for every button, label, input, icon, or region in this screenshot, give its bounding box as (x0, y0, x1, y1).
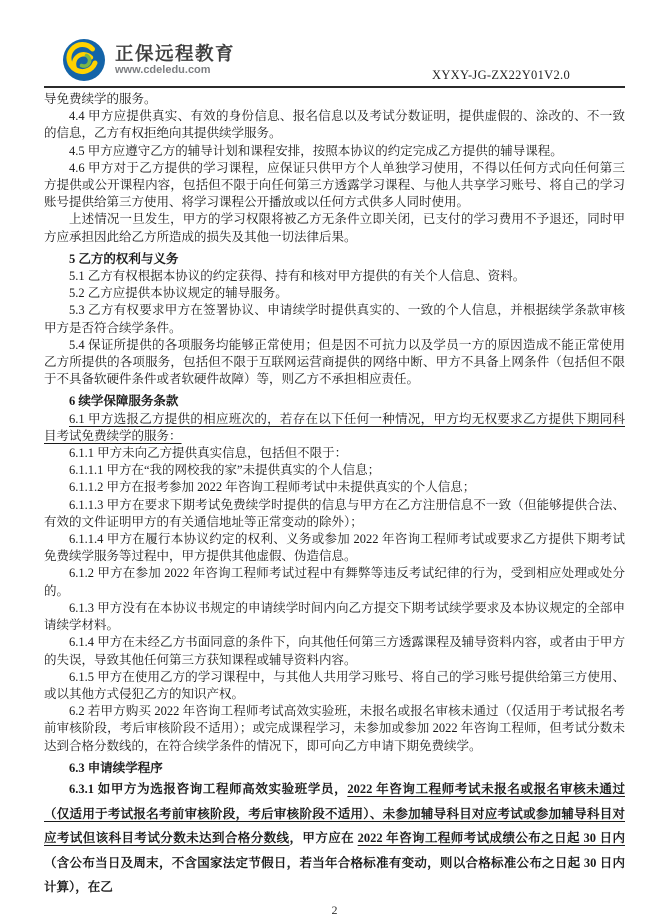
section-heading-5: 5 乙方的权利与义务 (69, 251, 179, 266)
clause-6-1-1: 6.1.1 甲方未向乙方提供真实信息，包括但不限于： (69, 446, 348, 461)
clause-4-6: 4.6 甲方对于乙方提供的学习课程，应保证只供甲方个人单独学习使用，不得以任何方式向任何第三方提供或公开课程内容，包括但不限于向任何第三方透露学习课程、与他人共享学习账号、将自己的学习账号提供给第三方使用、将学习课程公开播放或以任何方式供多人同时使用。 (44, 160, 625, 210)
clause-5-2: 5.2 乙方应提供本协议规定的辅导服务。 (69, 286, 288, 301)
clause-6-3-1-seg4: （含公布当日及周末，不含国家法定节假日，若当年合格标准有变动，则以合格标准公布之日起 30 日内计算），在乙 (44, 855, 625, 895)
clause-6-1-1-4: 6.1.1.4 甲方在履行本协议约定的权利、义务或参加 2022 年咨询工程师考试或要求乙方提供下期考试免费续学服务等过程中，甲方提供其他虚假、伪造信息。 (44, 532, 625, 564)
clause-5-3: 5.3 乙方有权要求甲方在签署协议、申请续学时提供真实的、一致的个人信息，并根据续学条款审核甲方是否符合续学条件。 (44, 303, 625, 335)
clause-6-1-2: 6.1.2 甲方在参加 2022 年咨询工程师考试过程中有舞弊等违反考试纪律的行为，受到相应处理或处分的。 (44, 566, 625, 598)
clause-6-3-1-seg2: ，甲方应在 (289, 831, 358, 846)
clause-6-3-1-seg3-underlined: 2022 年咨询工程师考试成绩公布之日起 30 日内 (357, 831, 625, 846)
cdel-logo-icon (62, 38, 106, 82)
brand-text (115, 44, 235, 77)
page-number: 2 (331, 902, 338, 917)
clause-6-1-5: 6.1.5 甲方在使用乙方的学习课程中，与其他人共用学习账号、将自己的学习账号提供给第三方使用、或以其他方式侵犯乙方的知识产权。 (44, 669, 625, 701)
clause-5-1: 5.1 乙方有权根据本协议的约定获得、持有和核对甲方提供的有关个人信息、资料。 (69, 269, 526, 284)
clause-4-6-note: 上述情况一旦发生，甲方的学习权限将被乙方无条件立即关闭，已支付的学习费用不予退还，同时甲方应承担因此给乙方所造成的损失及其他一切法律后果。 (44, 212, 625, 244)
clause-6-1-1-3: 6.1.1.3 甲方在要求下期考试免费续学时提供的信息与甲方在乙方注册信息不一致（但能够提供合法、有效的文件证明甲方的有关通信地址等正常变动的除外）； (44, 497, 625, 529)
clause-6-3-1-seg1-underlined: 2022 年咨询工程师考试未报名或报名审核未通过（仅适用于考试报名考前审核阶段，考后审核阶段不适用）、未参加辅导科目对应考试或参加辅导科目对应考试但该科目考试分数未达到合格分数线 (44, 781, 625, 846)
section-heading-6-3: 6.3 申请续学程序 (69, 760, 163, 775)
section-heading-6: 6 续学保障服务条款 (69, 394, 179, 409)
clause-4-5: 4.5 甲方应遵守乙方的辅导计划和课程安排，按照本协议的约定完成乙方提供的辅导课程。 (69, 143, 563, 158)
brand-name: 正保远程教育 (115, 42, 236, 64)
clause-6-1-3: 6.1.3 甲方没有在本协议书规定的申请续学时间内向乙方提交下期考试续学要求及本协议规定的全部申请续学材料。 (44, 600, 625, 633)
doc-code: XYXY-JG-ZX22Y01V2.0 (432, 68, 570, 82)
page-header (44, 0, 625, 88)
clause-6-3-1-seg0: 6.3.1 如甲方为选报咨询工程师高效实验班学员， (69, 781, 348, 796)
brand-url: www.cdeledu.com (115, 63, 211, 76)
clause-5-4: 5.4 保证所提供的各项服务均能够正常使用；但是因不可抗力以及学员一方的原因造成不能正常使用乙方所提供的各项服务，包括但不限于互联网运营商提供的网络中断、甲方不具备上网条件（包括但不限于不具备软硬件条件或者软硬件故障）等，则乙方不承担相应责任。 (44, 337, 625, 387)
clause-continuation: 导免费续学的服务。 (44, 92, 157, 106)
document-body (44, 88, 625, 919)
clause-6-3-1 (44, 777, 625, 900)
clause-6-2: 6.2 若甲方购买 2022 年咨询工程师考试高效实验班，未报名或报名审核未通过（仅适用于考试报名考前审核阶段，考后审核阶段不适用）；或完成课程学习，未参加或参加 2022 年咨询工程师，但考试分数未达到合格分数线的，在符合续学条件的情况下，即可向乙方申请下期免费续学。 (44, 704, 625, 753)
clause-6-1-1-1: 6.1.1.1 甲方在“我的网校我的家”未提供真实的个人信息； (69, 463, 381, 478)
clause-6-1 (44, 411, 625, 445)
brand-block (62, 38, 235, 82)
clause-6-1-1-2: 6.1.1.2 甲方在报考参加 2022 年咨询工程师考试中未提供真实的个人信息； (69, 480, 476, 495)
clause-4-4: 4.4 甲方应提供真实、有效的身份信息、报名信息以及考试分数证明，提供虚假的、涂改的、不一致的信息，乙方有权拒绝向其提供续学服务。 (44, 109, 625, 141)
clause-6-1-underlined-text: 6.1 甲方选报乙方提供的相应班次的，若存在以下任何一种情况，甲方均无权要求乙方提供下期同科目考试免费续学的服务： (44, 411, 625, 443)
clause-6-1-4: 6.1.4 甲方在未经乙方书面同意的条件下，向其他任何第三方透露课程及辅导资料内容，或者由于甲方的失误，导致其他任何第三方获知课程或辅导资料内容。 (44, 635, 625, 667)
